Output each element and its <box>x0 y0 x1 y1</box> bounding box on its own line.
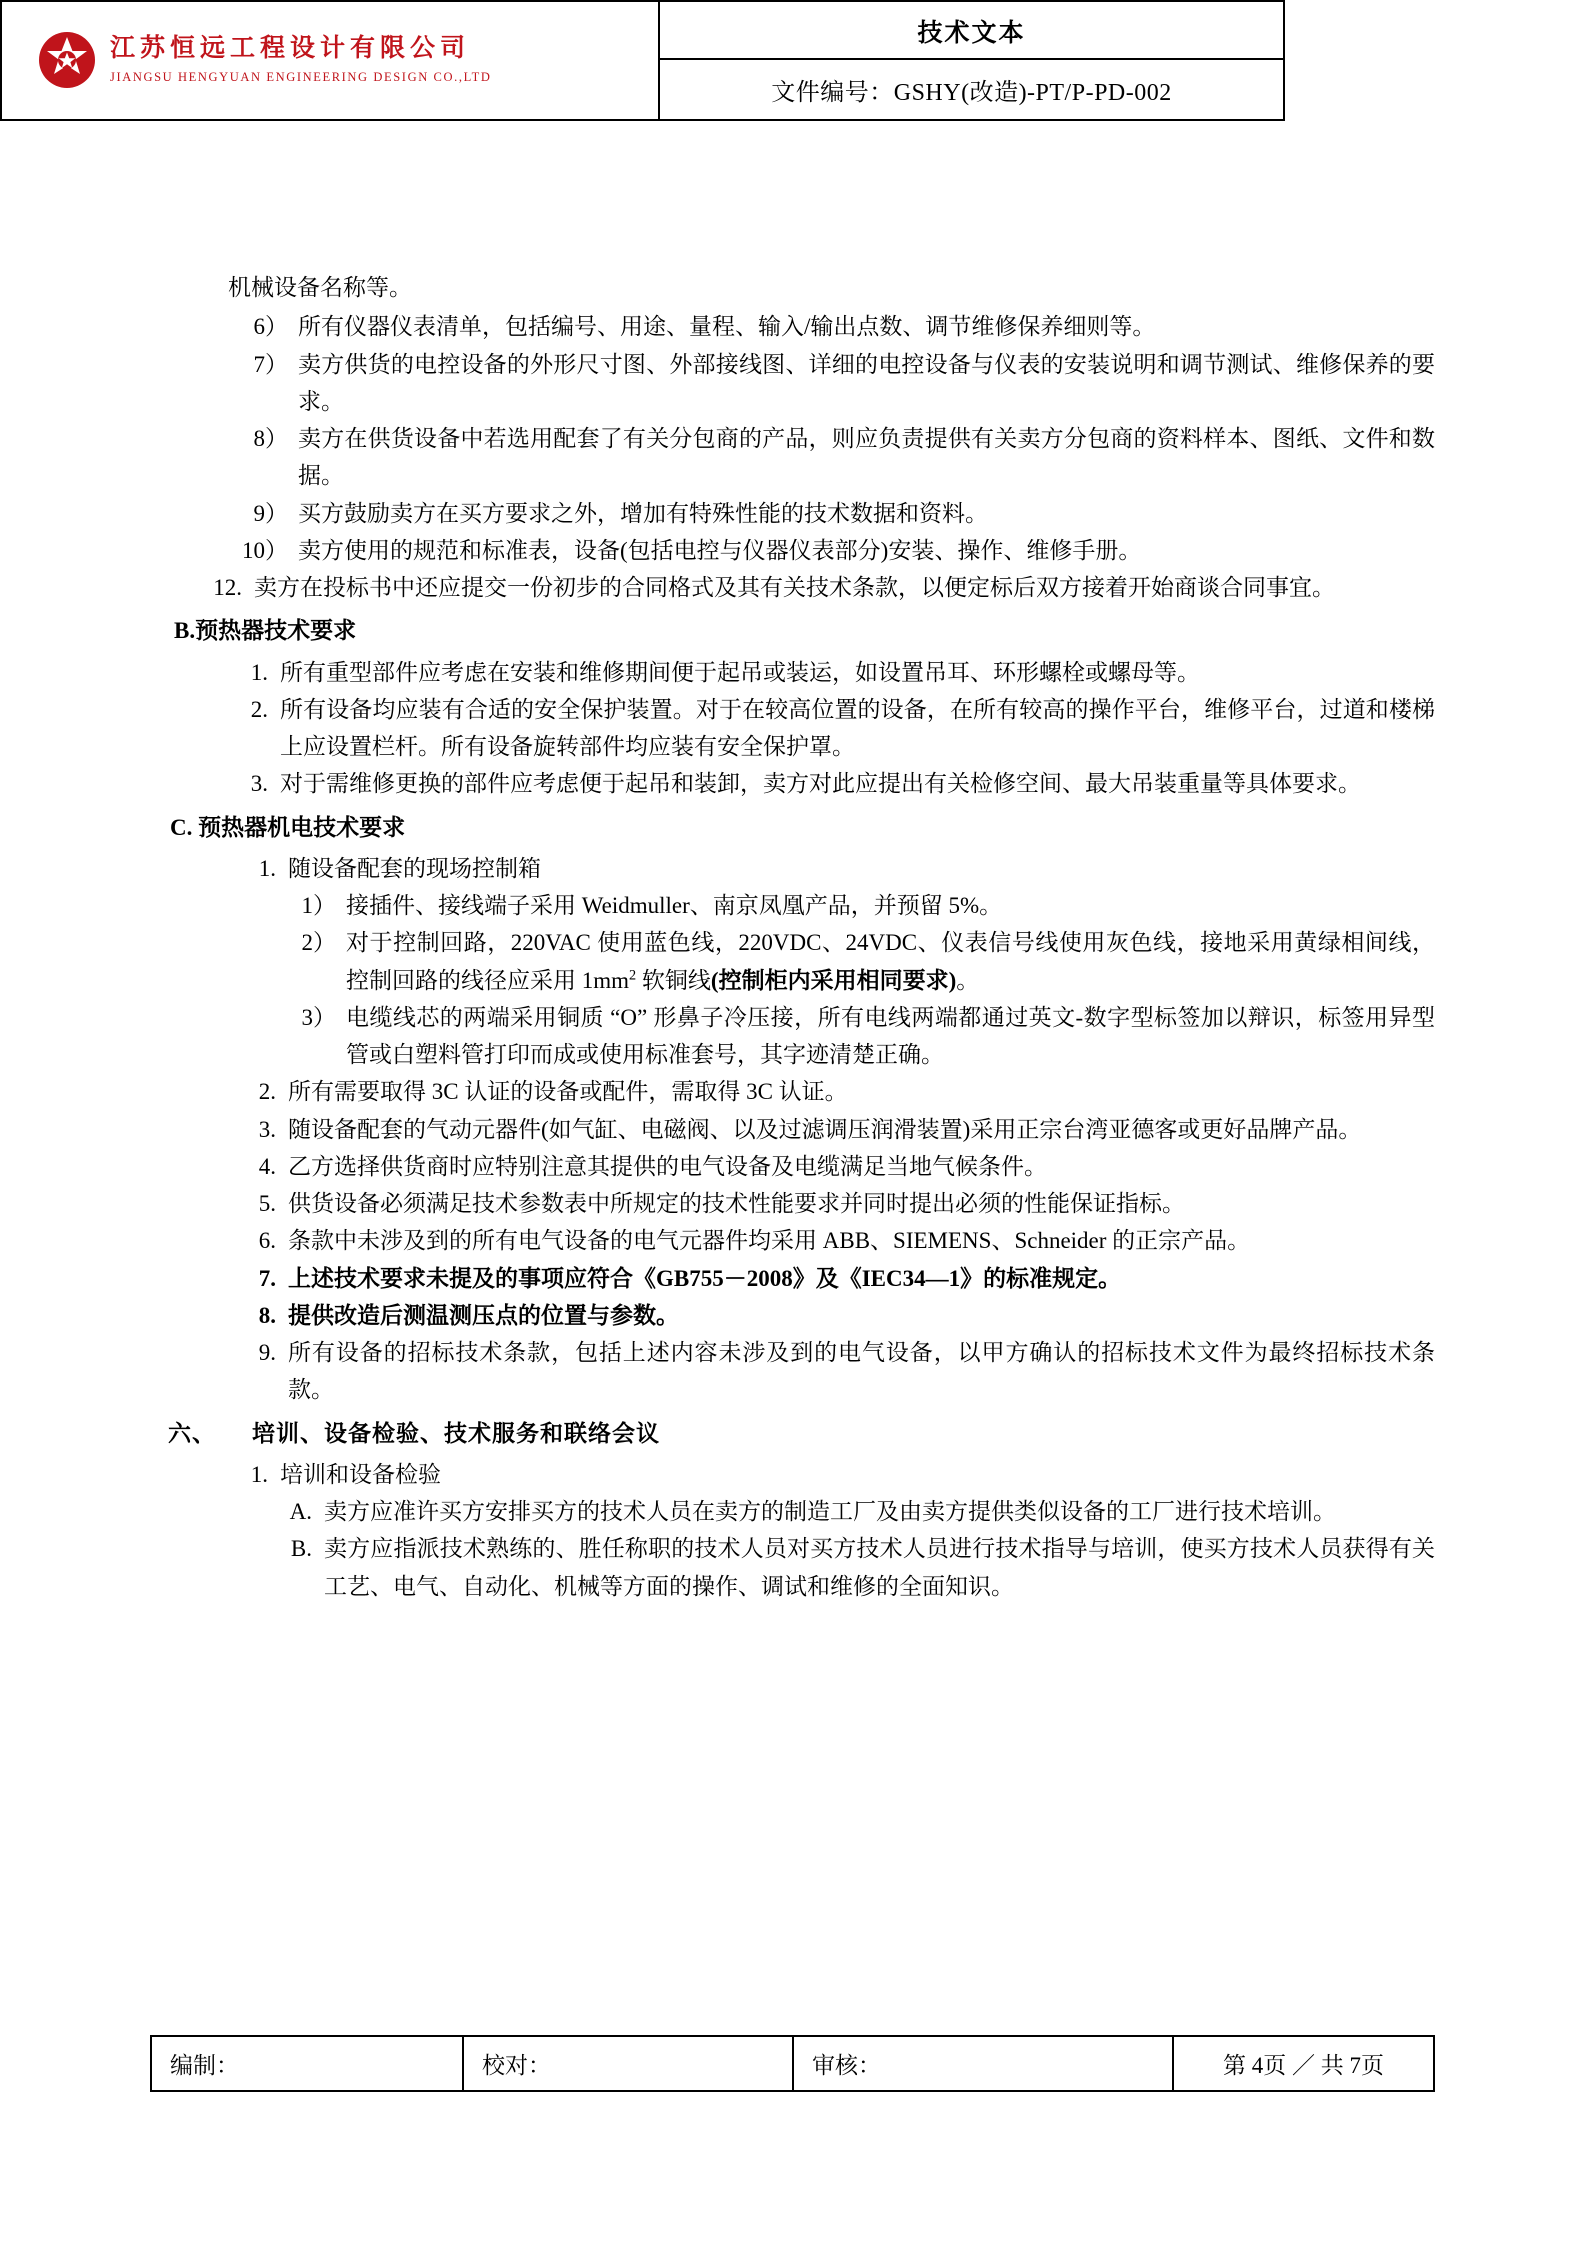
list-text: 随设备配套的气动元器件(如气缸、电磁阀、以及过滤调压润滑装置)采用正宗台湾亚德客或更好品牌产品。 <box>288 1116 1362 1142</box>
list-marker: 3. <box>250 771 268 797</box>
list-item <box>150 308 1435 345</box>
list-marker: 8） <box>253 426 288 451</box>
list-text: 所有仪器仪表清单，包括编号、用途、量程、输入/输出点数、调节维修保养细则等。 <box>298 314 1156 340</box>
list-marker: 10） <box>242 537 288 563</box>
list-text: 所有需要取得 3C 认证的设备或配件，需取得 3C 认证。 <box>288 1079 848 1105</box>
list-marker: 12. <box>213 575 242 600</box>
list-text: 随设备配套的现场控制箱 <box>288 855 541 881</box>
section-six-number: 六、 <box>168 1420 216 1446</box>
company-logo-icon <box>38 31 96 89</box>
list-marker: 1. <box>250 1461 268 1487</box>
list-marker: 8. <box>258 1302 276 1328</box>
section-c-title: C. 预热器机电技术要求 <box>170 814 406 840</box>
list-marker: 1. <box>250 659 268 685</box>
footer-cell-checked: 校对： <box>464 2037 794 2090</box>
doc-info-cell <box>660 2 1283 119</box>
list-marker: A. <box>289 1499 312 1524</box>
list-item <box>150 420 1435 495</box>
list-marker: 9. <box>258 1340 276 1365</box>
list-marker: 5. <box>258 1191 276 1216</box>
list-item <box>150 924 1435 999</box>
list-item <box>150 1111 1435 1148</box>
list-marker: 2） <box>301 930 336 956</box>
footer-cell-page-number: 第 4页 ／ 共 7页 <box>1223 2053 1384 2078</box>
list-text: 所有重型部件应考虑在安装和维修期间便于起吊或装运，如设置吊耳、环形螺栓或螺母等。 <box>280 659 1200 685</box>
list-item <box>150 654 1435 691</box>
list-text: 提供改造后测温测压点的位置与参数。 <box>288 1302 679 1328</box>
list-marker: 9） <box>253 500 288 526</box>
list-item <box>150 1530 1435 1605</box>
list-marker: 4. <box>258 1153 276 1179</box>
list-item <box>150 1073 1435 1110</box>
list-item <box>150 1260 1435 1297</box>
company-name-cn: 江苏恒远工程设计有限公司 <box>110 33 471 63</box>
document-header <box>0 0 1285 121</box>
document-body <box>150 255 1435 1605</box>
list-text: 供货设备必须满足技术参数表中所规定的技术性能要求并同时提出必须的性能保证指标。 <box>288 1191 1185 1216</box>
list-marker: 7） <box>253 351 288 377</box>
list-text: 电缆线芯的两端采用铜质 “O” 形鼻子冷压接，所有电线两端都通过英文-数字型标签加以辩识，标签用异型管或白塑料管打印而成或使用标准套号，其字迹清楚正确。 <box>346 1004 1435 1067</box>
list-text: 卖方应指派技术熟练的、胜任称职的技术人员对买方技术人员进行技术指导与培训，使买方技术人员获得有关工艺、电气、自动化、机械等方面的操作、调试和维修的全面知识。 <box>324 1536 1435 1599</box>
list-marker: 2. <box>258 1079 276 1105</box>
list-text: 买方鼓励卖方在买方要求之外，增加有特殊性能的技术数据和资料。 <box>298 500 988 526</box>
list-item <box>150 887 1435 924</box>
list-text: 条款中未涉及到的所有电气设备的电气元器件均采用 ABB、SIEMENS、Schneider 的正宗产品。 <box>288 1228 1251 1254</box>
list-item <box>150 1185 1435 1222</box>
company-logo-cell <box>2 2 660 119</box>
section-six-label: 培训、设备检验、技术服务和联络会议 <box>252 1420 660 1446</box>
list-marker: 1） <box>301 893 336 918</box>
list-marker: 6. <box>258 1228 276 1254</box>
list-item <box>150 495 1435 532</box>
list-item <box>150 1456 1435 1493</box>
list-text: 培训和设备检验 <box>280 1461 441 1487</box>
list-text-bold: (控制柜内采用相同要求) <box>710 967 957 993</box>
list-text-part: 对于控制回路，220VAC 使用蓝色线，220VDC、24VDC、仪表信号线使用灰色线，接地采用黄绿相间线，控制回路的线径应采用 1mm <box>346 930 1435 993</box>
lead-paragraph: 机械设备名称等。 <box>228 275 412 300</box>
list-item <box>150 569 1435 606</box>
company-name-en: JIANGSU HENGYUAN ENGINEERING DESIGN CO.,LTD <box>110 69 492 84</box>
footer-cell-prepared: 编制： <box>152 2037 464 2090</box>
list-item <box>150 532 1435 569</box>
list-marker: 6） <box>253 314 288 340</box>
footer-cell-approved: 审核： <box>794 2037 1174 2090</box>
list-text: 上述技术要求未提及的事项应符合《GB755－2008》及《IEC34—1》的标准规定。 <box>288 1265 1122 1291</box>
list-item <box>150 691 1435 766</box>
doc-number: 文件编号：GSHY(改造)-PT/P-PD-002 <box>771 80 1172 106</box>
list-text: 接插件、接线端子采用 Weidmuller、南京凤凰产品，并预留 5%。 <box>346 893 1003 918</box>
list-marker: 1. <box>258 855 276 881</box>
list-text: 乙方选择供货商时应特别注意其提供的电气设备及电缆满足当地气候条件。 <box>288 1153 1047 1179</box>
list-item <box>150 1297 1435 1334</box>
list-text: 卖方应准许买方安排买方的技术人员在卖方的制造工厂及由卖方提供类似设备的工厂进行技术培训。 <box>324 1499 1336 1524</box>
list-text: 卖方在供货设备中若选用配套了有关分包商的产品，则应负责提供有关卖方分包商的资料样本、图纸、文件和数据。 <box>298 426 1435 489</box>
list-text-part: 软铜线 <box>636 967 711 993</box>
list-text: 卖方在投标书中还应提交一份初步的合同格式及其有关技术条款，以便定标后双方接着开始商谈合同事宜。 <box>254 575 1335 600</box>
section-b-title: B.预热器技术要求 <box>174 618 357 644</box>
list-marker: 3. <box>258 1116 276 1142</box>
list-text: 所有设备的招标技术条款，包括上述内容未涉及到的电气设备，以甲方确认的招标技术文件为最终招标技术条款。 <box>288 1340 1435 1403</box>
list-item <box>150 1493 1435 1530</box>
list-item <box>150 765 1435 802</box>
section-six-title <box>150 1415 1435 1452</box>
list-marker: B. <box>290 1536 312 1562</box>
list-marker: 2. <box>250 696 268 722</box>
list-item <box>150 1222 1435 1259</box>
list-text-part: 。 <box>956 967 980 993</box>
superscript: 2 <box>629 966 637 983</box>
list-item <box>150 1148 1435 1185</box>
list-text: 所有设备均应装有合适的安全保护装置。对于在较高位置的设备，在所有较高的操作平台，维修平台，过道和楼梯上应设置栏杆。所有设备旋转部件均应装有安全保护罩。 <box>280 696 1435 759</box>
list-item <box>150 999 1435 1074</box>
doc-type: 技术文本 <box>660 2 1283 60</box>
list-text <box>346 924 1435 999</box>
list-item <box>150 850 1435 887</box>
list-marker: 3） <box>301 1004 336 1030</box>
list-item <box>150 1334 1435 1409</box>
list-item <box>150 346 1435 421</box>
list-marker: 7. <box>258 1265 276 1291</box>
list-text: 对于需维修更换的部件应考虑便于起吊和装卸，卖方对此应提出有关检修空间、最大吊装重量等具体要求。 <box>280 771 1361 797</box>
list-text: 卖方供货的电控设备的外形尺寸图、外部接线图、详细的电控设备与仪表的安装说明和调节测试、维修保养的要求。 <box>298 351 1435 414</box>
document-footer <box>150 2035 1435 2092</box>
list-text: 卖方使用的规范和标准表，设备(包括电控与仪器仪表部分)安装、操作、维修手册。 <box>298 537 1142 563</box>
